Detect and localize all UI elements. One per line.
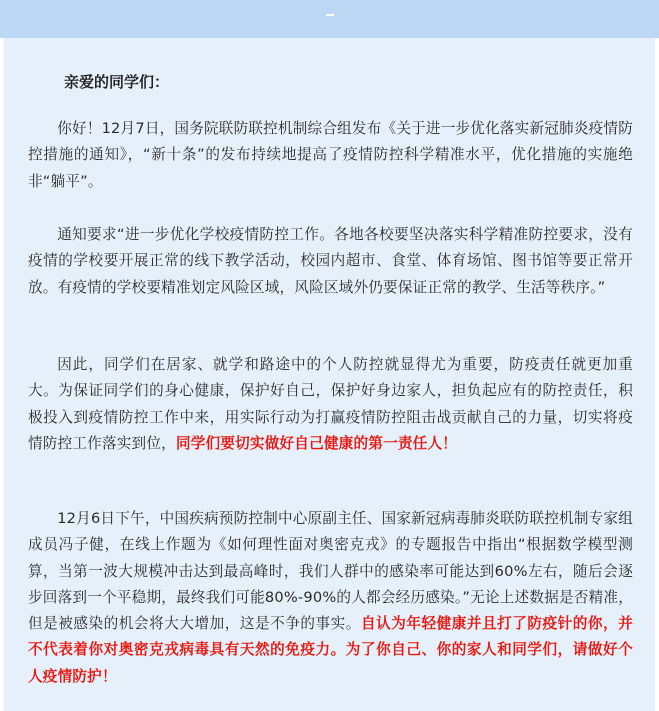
letter-greeting: 亲爱的同学们： — [64, 73, 170, 91]
banner-dash — [326, 14, 334, 16]
paragraph-1: 你好！12月7日，国务院联防联控机制综合组发布《关于进一步优化落实新冠肺炎疫情防控措施的通知》，“新十条”的发布持续地提高了疫情防控科学精准水平，优化措施的实施绝非“躺平”。 — [28, 120, 634, 190]
paragraph-3-text: 因此，同学们在居家、就学和路途中的个人防控就显得尤为重要，防疫责任就更加重大。为保证同学们的身心健康，保护好自己，保护好身边家人，担负起应有的防控责任，积极投入到疫情防控工作中来，用实际行动为打赢疫情防控阻击战贡献自己的力量，切实将疫情防控工作落实到位， — [28, 356, 633, 452]
paragraph-3-highlight: 同学们要切实做好自己健康的第一责任人！ — [175, 434, 458, 452]
paragraph-4-highlight: 自认为年轻健康并且打了防疫针的你，并不代表着你对奥密克戎病毒具有天然的免疫力。为了你自己、你的家人和同学们，请做好个人疫情防护！ — [28, 615, 633, 685]
paragraph-3 — [28, 352, 633, 457]
paragraph-4-text: 12月6日下午，中国疾病预防控制中心原副主任、国家新冠病毒肺炎联防联控机制专家组成员冯子健，在线上作题为《如何理性面对奥密克戎》的专题报告中指出“根据数学模型测算，当第一波大规模冲击达到最高峰时，我们人群中的感染率可能达到60%左右，随后会逐步回落到一个平稳期，最终我们可能80%-90%的人都会经历感染。”无论上述数据是否精准，但是被感染的机会将大大增加，这是不争的事实。 — [28, 510, 634, 633]
top-banner — [0, 0, 659, 38]
paragraph-4 — [28, 506, 633, 690]
paragraph-2: 通知要求“进一步优化学校疫情防控工作。各地各校要坚决落实科学精准防控要求，没有疫情的学校要开展正常的线下教学活动，校园内超市、食堂、体育场馆、图书馆等要正常开放。有疫情的学校要精准划定风险区域，风险区域外仍要保证正常的教学、生活等秩序。” — [28, 226, 633, 296]
